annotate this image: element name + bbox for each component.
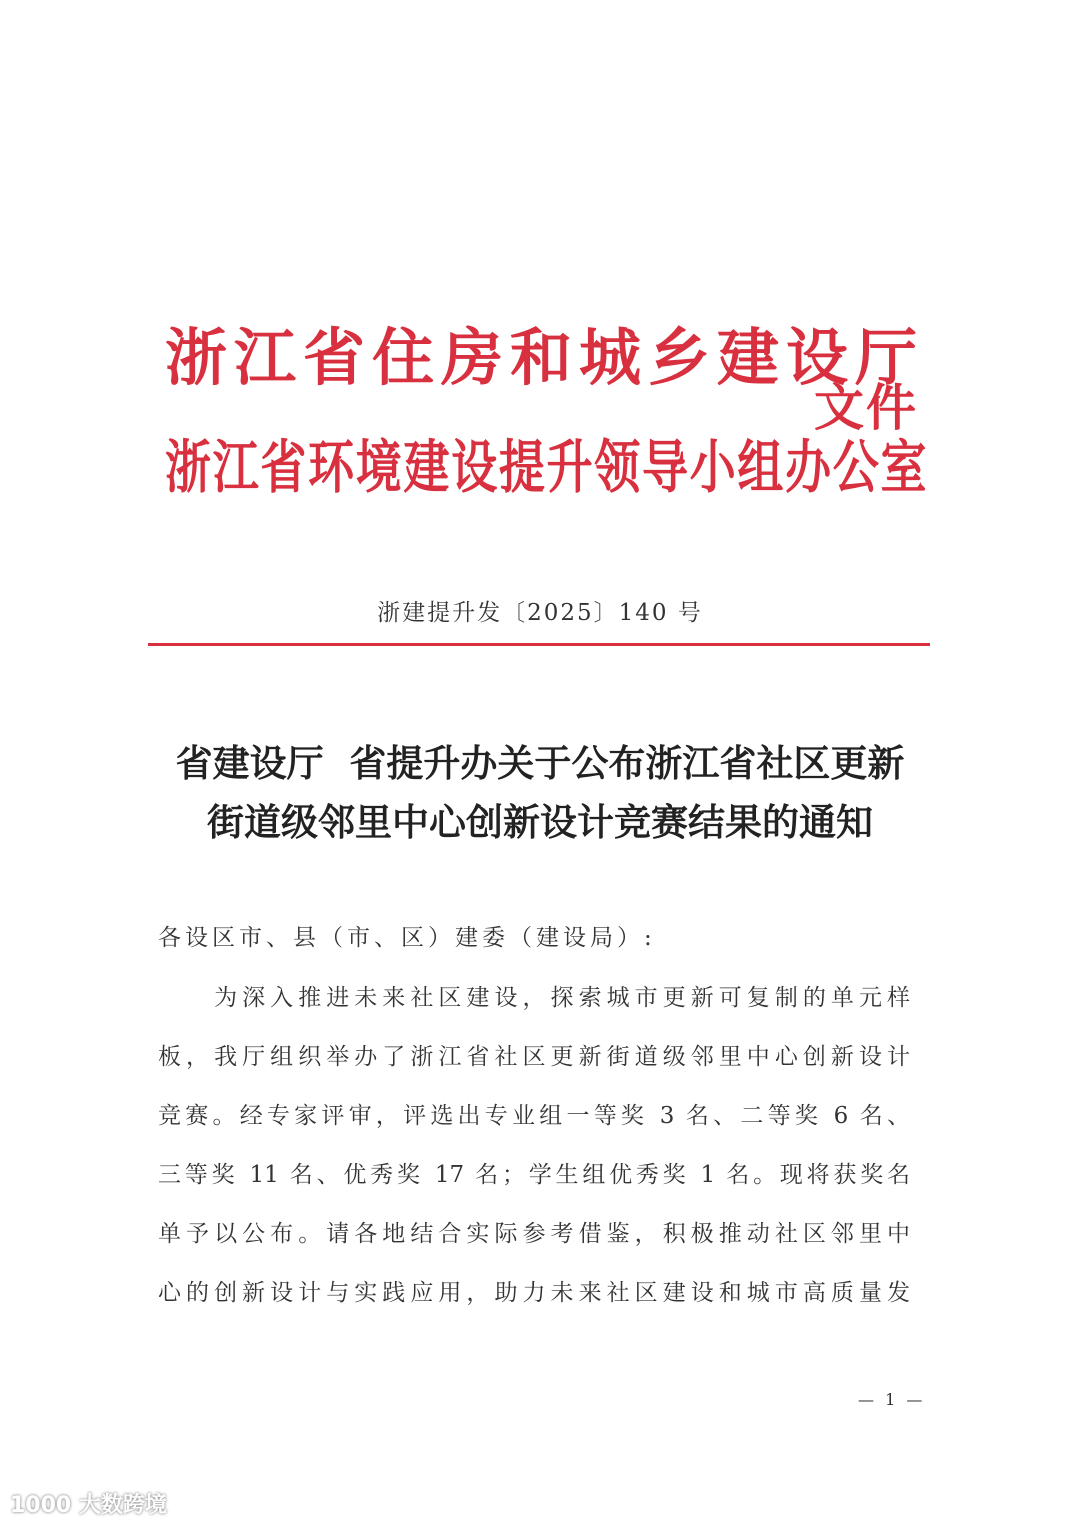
body-line: 心的创新设计与实践应用，助力未来社区建设和城市高质量发	[158, 1280, 910, 1306]
issuer-name-1: 浙江省住房和城乡建设厅	[165, 321, 925, 394]
salutation: 各设区市、县（市、区）建委（建设局）:	[158, 925, 656, 951]
notice-title-line-1: 省建设厅 省提升办关于公布浙江省社区更新	[175, 741, 905, 785]
document-label: 文件	[814, 379, 918, 437]
body-line: 竞赛。经专家评审，评选出专业组一等奖 3 名、二等奖 6 名、	[158, 1103, 910, 1129]
notice-title-line-2: 街道级邻里中心创新设计竞赛结果的通知	[207, 800, 873, 844]
issuer-name-2: 浙江省环境建设提升领导小组办公室	[165, 433, 929, 501]
red-divider	[148, 643, 930, 646]
body-line: 单予以公布。请各地结合实际参考借鉴，积极推动社区邻里中	[158, 1221, 910, 1247]
page-number: — 1 —	[858, 1390, 926, 1409]
watermark-logo: 1000 大数跨境	[10, 1493, 167, 1518]
body-line: 板，我厅组织举办了浙江省社区更新街道级邻里中心创新设计	[158, 1044, 910, 1070]
body-line: 为深入推进未来社区建设，探索城市更新可复制的单元样	[158, 985, 910, 1011]
body-line: 三等奖 11 名、优秀奖 17 名；学生组优秀奖 1 名。现将获奖名	[158, 1162, 910, 1188]
document-number: 浙建提升发〔2025〕140 号	[377, 600, 703, 626]
